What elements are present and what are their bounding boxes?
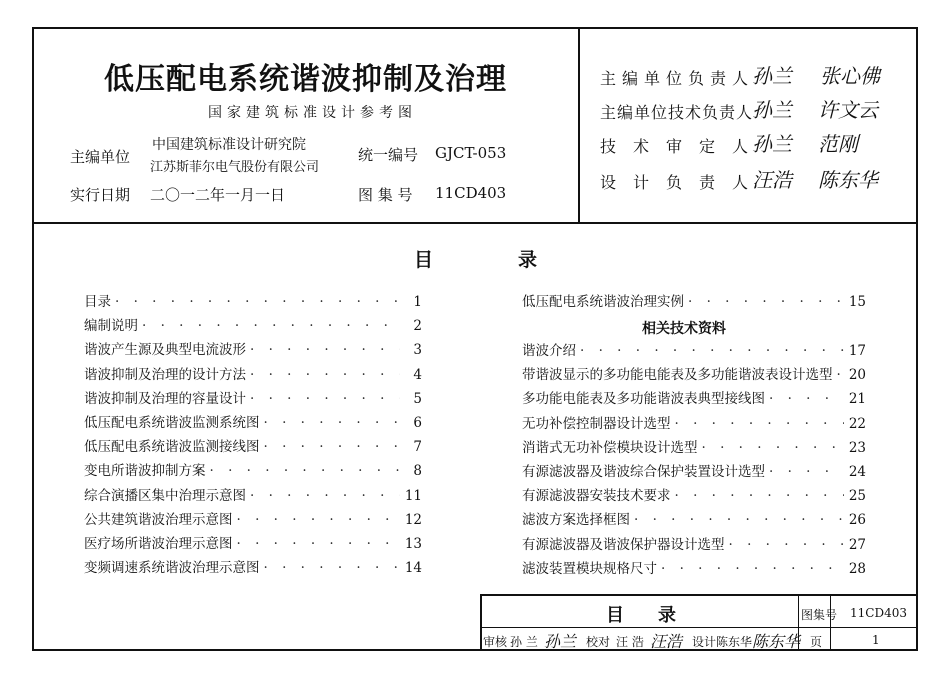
tb-page-label: 页 (810, 635, 823, 649)
toc-entry[interactable] (84, 484, 422, 504)
org-label: 主编单位 (70, 148, 131, 166)
toc-entry-title: 有源滤波器及谐波综合保护装置设计选型 (522, 464, 765, 480)
toc-leader-dots (634, 512, 844, 528)
toc-entry[interactable] (522, 460, 866, 480)
toc-leader-dots (675, 488, 845, 504)
toc-heading-1: 目 (414, 249, 434, 271)
toc-leader-dots (250, 367, 400, 383)
toc-entry-page: 25 (848, 488, 866, 505)
toc-entry-page: 13 (404, 536, 422, 552)
atlas-label: 图 集 号 (358, 186, 413, 204)
toc-entry-page: 24 (848, 464, 866, 480)
toc-entry[interactable] (84, 363, 422, 383)
toc-entry-page: 2 (413, 318, 422, 335)
tb-name-1: 目 (606, 605, 624, 626)
toc-entry[interactable] (522, 412, 866, 432)
toc-leader-dots (675, 416, 845, 432)
toc-entry-title: 多功能电能表及多功能谐波表典型接线图 (522, 391, 765, 408)
resp-role: 主编单位技术负责人 (600, 103, 754, 122)
toc-entry-page: 7 (413, 439, 422, 456)
toc-entry[interactable] (522, 363, 866, 383)
date-label: 实行日期 (70, 186, 131, 204)
toc-entry[interactable] (84, 508, 422, 528)
tb-top-line (480, 594, 918, 596)
document-subtitle: 国家建筑标准设计参考图 (208, 105, 417, 121)
tb-page-value: 1 (872, 633, 880, 647)
signature: 孙兰 (752, 132, 792, 156)
toc-entry[interactable] (84, 532, 422, 552)
tb-left-line (480, 594, 482, 651)
toc-entry-page: 1 (413, 294, 422, 310)
toc-entry-title: 变电所谐波抑制方案 (84, 463, 206, 480)
org-name-2: 江苏斯菲尔电气股份有限公司 (150, 160, 320, 175)
tb-design-label: 设计 (692, 635, 717, 649)
tb-mid-line (480, 627, 918, 628)
toc-leader-dots (210, 463, 401, 479)
tb-check-label: 校对 (586, 635, 611, 649)
signature: 陈东华 (752, 632, 801, 651)
toc-leader-dots (264, 415, 401, 431)
toc-entry-title: 低压配电系统谐波监测接线图 (84, 439, 260, 456)
toc-entry-page: 12 (404, 511, 422, 528)
tb-name-2: 录 (658, 605, 676, 626)
toc-leader-dots (702, 440, 845, 456)
toc-entry[interactable] (84, 435, 422, 455)
tb-check-name: 汪 浩 (616, 635, 644, 649)
toc-entry-title: 医疗场所谐波治理示意图 (84, 536, 233, 552)
toc-entry-title: 无功补偿控制器设计选型 (522, 415, 671, 432)
toc-entry-title: 公共建筑谐波治理示意图 (84, 511, 233, 528)
toc-entry-title: 谐波产生源及典型电流波形 (84, 342, 246, 359)
toc-leader-dots (250, 488, 400, 504)
toc-leader-dots (769, 464, 844, 480)
toc-leader-dots (237, 512, 401, 528)
toc-entry[interactable] (522, 557, 866, 577)
toc-entry-title: 有源滤波器安装技术要求 (522, 488, 671, 505)
toc-entry-title: 消谐式无功补偿模块设计选型 (522, 439, 698, 456)
toc-entry[interactable] (84, 314, 422, 334)
toc-entry-page: 4 (413, 366, 422, 383)
resp-role: 技术审定人 (600, 137, 766, 156)
toc-entry-title: 带谐波显示的多功能电能表及多功能谐波表设计选型 (522, 367, 833, 384)
toc-entry-title: 目录 (84, 294, 111, 310)
toc-entry[interactable] (522, 387, 866, 407)
signature: 许文云 (818, 98, 878, 122)
signature: 张心佛 (820, 64, 880, 88)
toc-entry[interactable] (84, 459, 422, 479)
code-label: 统一编号 (358, 146, 419, 164)
toc-leader-dots (250, 342, 400, 358)
toc-leader-dots (837, 367, 845, 383)
toc-entry-title: 综合演播区集中治理示意图 (84, 487, 246, 504)
document-title: 低压配电系统谐波抑制及治理 (104, 62, 507, 97)
toc-entry-title: 滤波方案选择框图 (522, 512, 630, 529)
toc-entry-page: 3 (413, 342, 422, 359)
toc-entry-page: 23 (848, 439, 866, 456)
org-name-1: 中国建筑标准设计研究院 (152, 137, 306, 153)
toc-entry-title: 谐波介绍 (522, 343, 576, 359)
signature: 孙兰 (544, 632, 577, 651)
toc-leader-dots (729, 537, 845, 553)
signature: 汪浩 (650, 632, 683, 651)
toc-entry[interactable] (522, 508, 866, 528)
toc-leader-dots (250, 391, 400, 407)
toc-leader-dots (661, 561, 844, 577)
resp-role: 设计负责人 (600, 173, 766, 192)
toc-entry-page: 8 (413, 463, 422, 480)
tb-review-name: 孙 兰 (510, 635, 538, 649)
toc-leader-dots (264, 439, 401, 455)
toc-entry-page: 6 (413, 415, 422, 431)
toc-entry-page: 27 (848, 536, 866, 553)
header-vertical-line (578, 27, 580, 223)
toc-entry-title: 谐波抑制及治理的容量设计 (84, 390, 246, 407)
atlas-value: 11CD403 (435, 184, 507, 202)
toc-entry[interactable] (84, 556, 422, 576)
date-value: 二〇一二年一月一日 (150, 186, 286, 204)
tb-design-name: 陈东华 (716, 635, 753, 649)
toc-leader-dots (769, 391, 844, 407)
toc-entry[interactable] (84, 411, 422, 431)
toc-leader-dots (115, 294, 400, 310)
tb-atlas-value: 11CD403 (850, 606, 907, 620)
toc-entry[interactable] (522, 484, 866, 504)
toc-entry-page: 17 (848, 343, 866, 359)
toc-entry[interactable] (84, 387, 422, 407)
toc-entry-title: 低压配电系统谐波监测系统图 (84, 415, 260, 431)
signature: 汪浩 (752, 168, 792, 192)
signature: 陈东华 (818, 168, 878, 192)
toc-leader-dots (142, 318, 400, 334)
signature: 孙兰 (752, 98, 792, 122)
code-value: GJCT-053 (435, 144, 507, 162)
toc-entry[interactable] (522, 436, 866, 456)
toc-entry-title: 变频调速系统谐波治理示意图 (84, 560, 260, 577)
toc-entry-page: 15 (848, 294, 866, 310)
toc-entry-page: 11 (404, 487, 422, 504)
toc-entry-page: 22 (848, 415, 866, 432)
toc-leader-dots (264, 560, 401, 576)
toc-entry-page: 26 (848, 512, 866, 529)
tb-atlas-label: 图集号 (801, 608, 838, 622)
signature: 孙兰 (752, 64, 792, 88)
toc-leader-dots (237, 536, 401, 552)
toc-entry[interactable] (522, 533, 866, 553)
toc-entry-title: 编制说明 (84, 318, 138, 335)
toc-leader-dots (580, 343, 844, 359)
toc-entry[interactable] (84, 338, 422, 358)
toc-section-title: 相关技术资料 (642, 321, 726, 337)
toc-entry-title: 低压配电系统谐波治理实例 (522, 294, 684, 310)
toc-entry[interactable] (84, 290, 422, 310)
toc-entry-page: 28 (848, 560, 866, 577)
toc-heading-2: 录 (518, 249, 538, 271)
toc-leader-dots (688, 294, 844, 310)
toc-entry-page: 14 (404, 560, 422, 577)
toc-entry[interactable] (522, 339, 866, 359)
toc-entry-title: 有源滤波器及谐波保护器设计选型 (522, 536, 725, 553)
tb-review-label: 审核 (483, 635, 508, 649)
toc-entry[interactable] (522, 290, 866, 310)
toc-entry-page: 21 (848, 391, 866, 408)
toc-entry-page: 20 (848, 367, 866, 384)
signature: 范刚 (818, 132, 858, 156)
toc-entry-title: 谐波抑制及治理的设计方法 (84, 366, 246, 383)
resp-role: 主编单位负责人 (600, 69, 755, 88)
toc-entry-page: 5 (413, 390, 422, 407)
toc-entry-title: 滤波装置模块规格尺寸 (522, 560, 657, 577)
header-bottom-line (32, 222, 918, 224)
